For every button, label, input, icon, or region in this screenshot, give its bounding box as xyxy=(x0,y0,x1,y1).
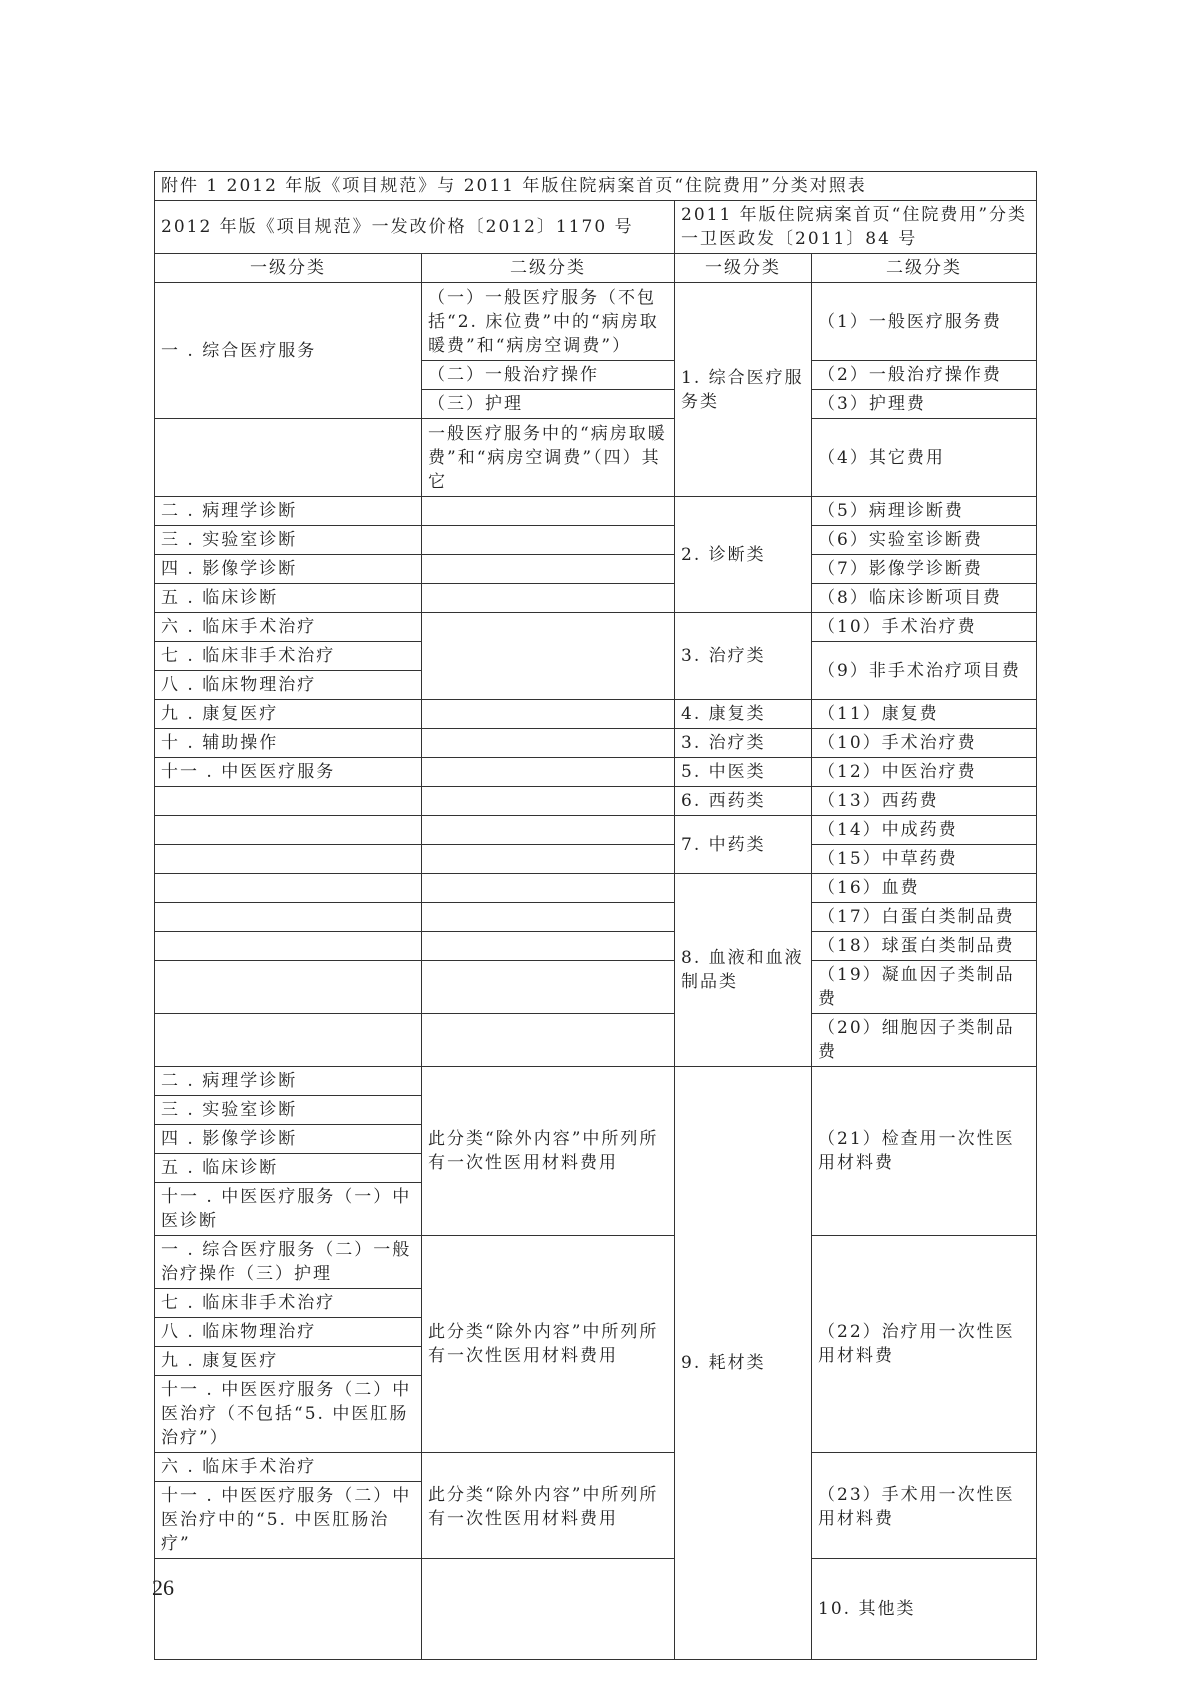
table-cell: （11）康复费 xyxy=(812,700,1037,729)
table-cell: （6）实验室诊断费 xyxy=(812,526,1037,555)
table-cell: （二）一般治疗操作 xyxy=(422,361,675,390)
table-cell: 七 . 临床非手术治疗 xyxy=(155,1289,422,1318)
table-cell: （18）球蛋白类制品费 xyxy=(812,932,1037,961)
table-cell: 6. 西药类 xyxy=(675,787,812,816)
table-cell xyxy=(422,729,675,758)
table-cell: （4）其它费用 xyxy=(812,419,1037,497)
table-cell: 10. 其他类 xyxy=(812,1559,1037,1660)
table-cell: （14）中成药费 xyxy=(812,816,1037,845)
category-mapping-table xyxy=(154,171,1037,1660)
col-header-level2-right: 二级分类 xyxy=(812,254,1037,283)
table-cell xyxy=(155,932,422,961)
table-cell xyxy=(422,758,675,787)
table-cell xyxy=(422,584,675,613)
table-cell: 8. 血液和血液制品类 xyxy=(675,874,812,1067)
table-cell xyxy=(422,613,675,700)
table-cell xyxy=(422,845,675,874)
table-cell xyxy=(422,700,675,729)
table-cell: 此分类“除外内容”中所列所有一次性医用材料费用 xyxy=(422,1453,675,1559)
table-cell: （3）护理费 xyxy=(812,390,1037,419)
table-cell: 二 . 病理学诊断 xyxy=(155,497,422,526)
table-cell xyxy=(422,787,675,816)
table-cell: 五 . 临床诊断 xyxy=(155,1154,422,1183)
table-cell: 1. 综合医疗服务类 xyxy=(675,283,812,497)
table-cell: 4. 康复类 xyxy=(675,700,812,729)
col-header-level1-left: 一级分类 xyxy=(155,254,422,283)
table-cell: （17）白蛋白类制品费 xyxy=(812,903,1037,932)
table-cell xyxy=(155,1014,422,1067)
table-cell: （1）一般医疗服务费 xyxy=(812,283,1037,361)
table-cell xyxy=(155,816,422,845)
table-cell: 一 . 综合医疗服务（二）一般治疗操作（三）护理 xyxy=(155,1236,422,1289)
table-cell: 此分类“除外内容”中所列所有一次性医用材料费用 xyxy=(422,1067,675,1236)
table-cell: （12）中医治疗费 xyxy=(812,758,1037,787)
col-header-level2-left: 二级分类 xyxy=(422,254,675,283)
table-cell xyxy=(422,1559,675,1660)
table-cell: （8）临床诊断项目费 xyxy=(812,584,1037,613)
table-cell: 四 . 影像学诊断 xyxy=(155,555,422,584)
table-cell xyxy=(422,497,675,526)
table-cell: 八 . 临床物理治疗 xyxy=(155,1318,422,1347)
table-cell: 六 . 临床手术治疗 xyxy=(155,1453,422,1482)
table-cell: 四 . 影像学诊断 xyxy=(155,1125,422,1154)
table-cell xyxy=(422,961,675,1014)
table-cell: 十一 . 中医医疗服务（二）中医治疗中的“5. 中医肛肠治疗” xyxy=(155,1482,422,1559)
table-cell xyxy=(155,845,422,874)
table-cell xyxy=(422,526,675,555)
table-cell xyxy=(422,1014,675,1067)
table-cell: （15）中草药费 xyxy=(812,845,1037,874)
table-cell: 九 . 康复医疗 xyxy=(155,700,422,729)
table-cell: （22）治疗用一次性医用材料费 xyxy=(812,1236,1037,1453)
table-cell xyxy=(422,932,675,961)
table-cell: 六 . 临床手术治疗 xyxy=(155,613,422,642)
table-cell: （20）细胞因子类制品费 xyxy=(812,1014,1037,1067)
table-cell: 五 . 临床诊断 xyxy=(155,584,422,613)
table-cell xyxy=(155,787,422,816)
table-cell: 十 . 辅助操作 xyxy=(155,729,422,758)
table-cell: 2. 诊断类 xyxy=(675,497,812,613)
table-cell: （21）检查用一次性医用材料费 xyxy=(812,1067,1037,1236)
table-cell: 十一 . 中医医疗服务（一）中医诊断 xyxy=(155,1183,422,1236)
table-cell: （10）手术治疗费 xyxy=(812,613,1037,642)
table-cell: 八 . 临床物理治疗 xyxy=(155,671,422,700)
table-cell xyxy=(155,1559,422,1660)
table-cell: （9）非手术治疗项目费 xyxy=(812,642,1037,700)
table-cell xyxy=(422,874,675,903)
table-cell xyxy=(155,961,422,1014)
table-cell: 九 . 康复医疗 xyxy=(155,1347,422,1376)
page-number: 26 xyxy=(152,1575,174,1600)
table-cell: （5）病理诊断费 xyxy=(812,497,1037,526)
table-cell: （16）血费 xyxy=(812,874,1037,903)
table-cell xyxy=(422,555,675,584)
table-cell: 7. 中药类 xyxy=(675,816,812,874)
table-cell: 9. 耗材类 xyxy=(675,1067,812,1660)
table-title: 附件 1 2012 年版《项目规范》与 2011 年版住院病案首页“住院费用”分类对照表 xyxy=(155,172,1037,201)
col-header-level1-right: 一级分类 xyxy=(675,254,812,283)
table-cell: （三）护理 xyxy=(422,390,675,419)
table-cell: （13）西药费 xyxy=(812,787,1037,816)
table-cell xyxy=(422,816,675,845)
table-cell: （2）一般治疗操作费 xyxy=(812,361,1037,390)
right-section-header: 2011 年版住院病案首页“住院费用”分类一卫医政发〔2011〕84 号 xyxy=(675,201,1037,254)
table-cell: （19）凝血因子类制品费 xyxy=(812,961,1037,1014)
table-cell: 七 . 临床非手术治疗 xyxy=(155,642,422,671)
table-cell: 5. 中医类 xyxy=(675,758,812,787)
table-cell: （一）一般医疗服务（不包括“2. 床位费”中的“病房取暖费”和“病房空调费”） xyxy=(422,283,675,361)
table-cell: （7）影像学诊断费 xyxy=(812,555,1037,584)
table-cell: 二 . 病理学诊断 xyxy=(155,1067,422,1096)
left-section-header: 2012 年版《项目规范》一发改价格〔2012〕1170 号 xyxy=(155,201,675,254)
table-cell: 十一 . 中医医疗服务（二）中医治疗（不包括“5. 中医肛肠治疗”） xyxy=(155,1376,422,1453)
table-cell xyxy=(422,903,675,932)
table-cell xyxy=(155,874,422,903)
table-cell: 3. 治疗类 xyxy=(675,729,812,758)
table-cell: （23）手术用一次性医用材料费 xyxy=(812,1453,1037,1559)
table-cell: 三 . 实验室诊断 xyxy=(155,1096,422,1125)
table-cell: 一 . 综合医疗服务 xyxy=(155,283,422,419)
table-cell: （10）手术治疗费 xyxy=(812,729,1037,758)
table-cell: 此分类“除外内容”中所列所有一次性医用材料费用 xyxy=(422,1236,675,1453)
table-cell: 十一 . 中医医疗服务 xyxy=(155,758,422,787)
table-cell: 一般医疗服务中的“病房取暖费”和“病房空调费”（四）其它 xyxy=(422,419,675,497)
table-cell xyxy=(155,903,422,932)
table-cell: 三 . 实验室诊断 xyxy=(155,526,422,555)
table-cell: 3. 治疗类 xyxy=(675,613,812,700)
table-cell xyxy=(155,419,422,497)
